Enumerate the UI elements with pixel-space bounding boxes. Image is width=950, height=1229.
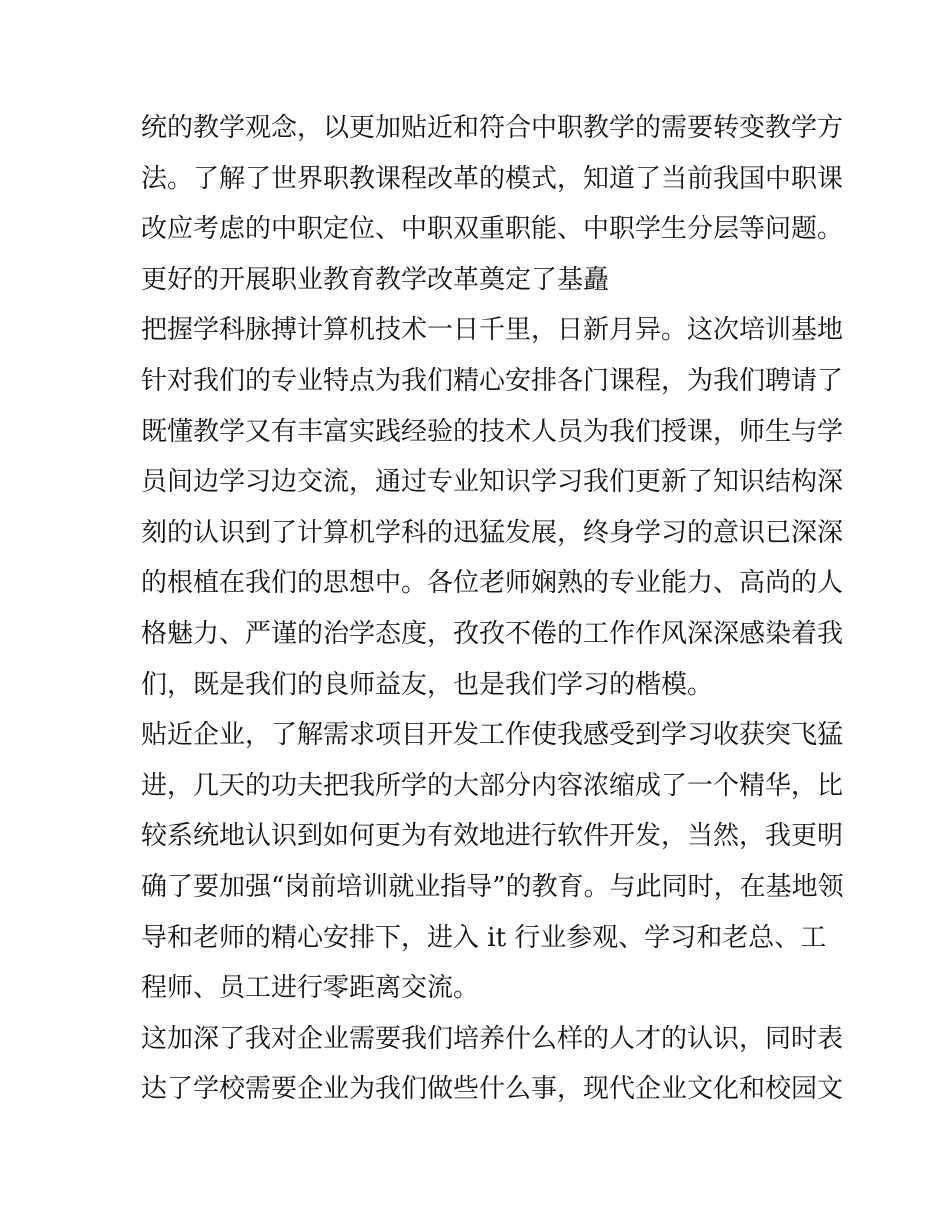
text-line: 刻的认识到了计算机学科的迅猛发展，终身学习的意识已深深: [141, 517, 844, 548]
text-line: 针对我们的专业特点为我们精心安排各门课程，为我们聘请了: [141, 365, 844, 396]
text-line: 员间边学习边交流，通过专业知识学习我们更新了知识结构深: [141, 467, 844, 498]
text-line: 们，既是我们的良师益友，也是我们学习的楷模。: [141, 669, 714, 700]
body-text: [141, 103, 844, 1115]
text-line: 把握学科脉搏计算机技术一日千里，日新月异。这次培训基地: [141, 315, 844, 346]
text-line: 贴近企业，了解需求项目开发工作使我感受到学习收获突飞猛: [141, 720, 844, 751]
text-line: 确了要加强“岗前培训就业指导”的教育。与此同时，在基地领: [141, 871, 844, 902]
text-line: 格魅力、严谨的治学态度，孜孜不倦的工作作风深深感染着我: [141, 618, 844, 649]
text-line: 改应考虑的中职定位、中职双重职能、中职学生分层等问题。: [141, 214, 844, 245]
text-line: 导和老师的精心安排下，进入 it 行业参观、学习和老总、工: [141, 922, 827, 953]
text-line: 统的教学观念，以更加贴近和符合中职教学的需要转变教学方: [141, 113, 844, 143]
text-line: 法。了解了世界职教课程改革的模式，知道了当前我国中职课: [141, 163, 844, 194]
text-line: 既懂教学又有丰富实践经验的技术人员为我们授课，师生与学: [141, 416, 844, 447]
text-line: 更好的开展职业教育教学改革奠定了基矗: [141, 264, 610, 295]
text-line: 达了学校需要企业为我们做些什么事，现代企业文化和校园文: [141, 1074, 844, 1105]
text-line: 的根植在我们的思想中。各位老师娴熟的专业能力、高尚的人: [141, 568, 844, 599]
text-line: 进，几天的功夫把我所学的大部分内容浓缩成了一个精华，比: [141, 770, 844, 801]
text-line: 程师、员工进行零距离交流。: [141, 973, 480, 1004]
text-line: 这加深了我对企业需要我们培养什么样的人才的认识，同时表: [141, 1023, 844, 1054]
text-line: 较系统地认识到如何更为有效地进行软件开发，当然，我更明: [141, 821, 844, 852]
